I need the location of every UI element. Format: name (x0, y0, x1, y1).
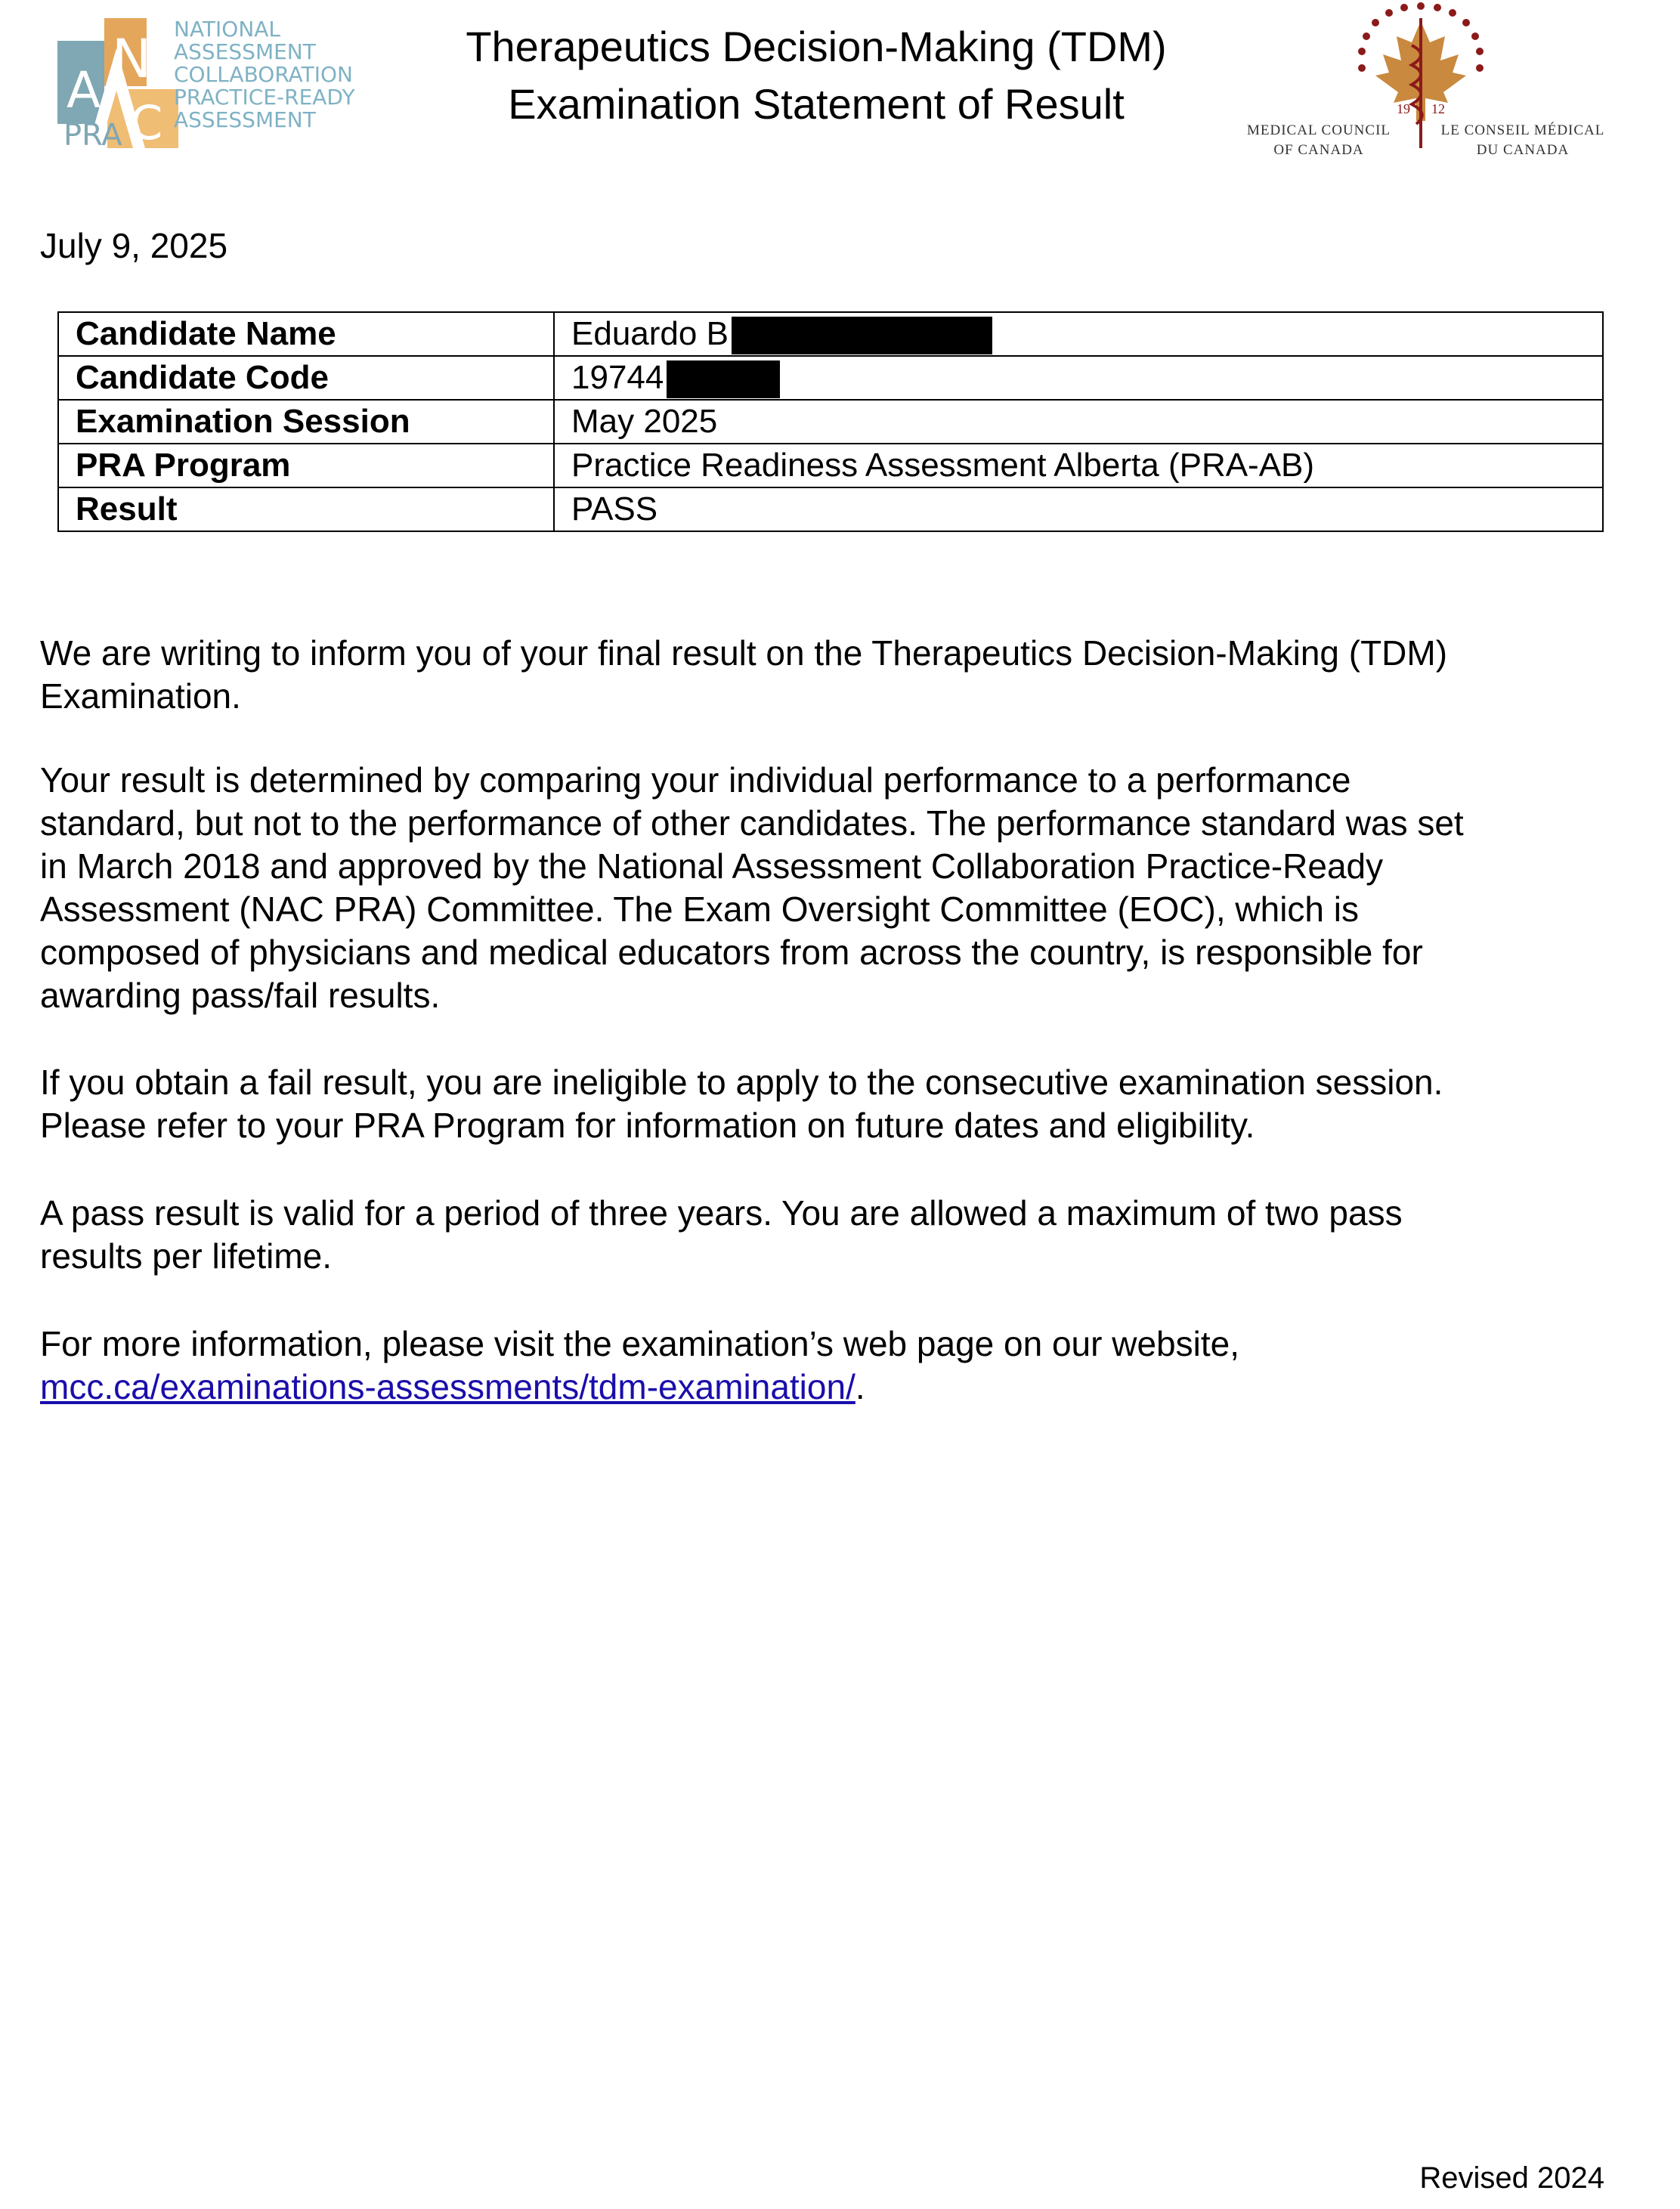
exam-session-value: May 2025 (554, 400, 1603, 444)
redaction-bar (732, 317, 992, 354)
table-row (58, 312, 1603, 356)
paragraph-line: If you obtain a fail result, you are ineligible to apply to the consecutive examination session. (40, 1063, 1443, 1102)
nac-mark-a: A (67, 61, 101, 119)
nac-pra-logo (57, 18, 382, 154)
candidate-code-value: 19744 (571, 358, 664, 396)
table-row (58, 356, 1603, 400)
result-value: PASS (554, 487, 1603, 531)
tdm-exam-webpage-link[interactable]: mcc.ca/examinations-assessments/tdm-examination/ (40, 1367, 855, 1406)
mcc-english-line-2: OF CANADA (1273, 142, 1364, 158)
candidate-info-table (57, 311, 1604, 532)
redaction-bar (667, 360, 780, 398)
paragraph-line: results per lifetime. (40, 1236, 333, 1276)
nac-logo-line: PRACTICE-READY (174, 85, 355, 110)
pra-program-value: Practice Readiness Assessment Alberta (PRA-AB) (554, 444, 1603, 487)
table-row (58, 400, 1603, 444)
table-row (58, 444, 1603, 487)
nac-mark-c: C (130, 95, 163, 148)
paragraph-more-info (40, 1323, 1642, 1409)
paragraph-line: Assessment (NAC PRA) Committee. The Exam Oversight Committee (EOC), which is (40, 889, 1360, 929)
mcc-name-english (1232, 121, 1406, 160)
paragraph-line: Please refer to your PRA Program for information on future dates and eligibility. (40, 1106, 1255, 1145)
sentence-period: . (855, 1367, 865, 1406)
mcc-english-line-1: MEDICAL COUNCIL (1246, 122, 1391, 138)
paragraph-standard (40, 759, 1642, 1017)
paragraph-line: awarding pass/fail results. (40, 976, 441, 1015)
nac-logo-line: ASSESSMENT (174, 107, 316, 132)
row-label: Result (58, 487, 554, 531)
title-line-1: Therapeutics Decision-Making (TDM) (466, 23, 1167, 70)
row-label: Candidate Name (58, 312, 554, 356)
paragraph-line: in March 2018 and approved by the National Assessment Collaboration Practice-Ready (40, 846, 1384, 886)
nac-logo-line: NATIONAL (174, 17, 281, 42)
paragraph-pass-validity (40, 1192, 1642, 1278)
row-value (554, 312, 1603, 356)
table-row (58, 487, 1603, 531)
paragraph-line: composed of physicians and medical educators from across the country, is responsible for (40, 933, 1423, 972)
paragraph-line: For more information, please visit the examination’s web page on our website, (40, 1324, 1239, 1363)
paragraph-intro (40, 632, 1642, 718)
paragraph-line: A pass result is valid for a period of three years. You are allowed a maximum of two pass (40, 1193, 1403, 1233)
nac-logo-line: ASSESSMENT (174, 39, 316, 64)
paragraph-fail-policy (40, 1061, 1642, 1147)
revision-note: Revised 2024 (1419, 2161, 1604, 2195)
mcc-french-line-2: DU CANADA (1476, 142, 1570, 158)
paragraph-line: Examination. (40, 676, 241, 716)
candidate-name-value: Eduardo B (571, 314, 729, 352)
mcc-french-line-1: LE CONSEIL MÉDICAL (1440, 122, 1605, 138)
mcc-year-left: 19 (1397, 101, 1410, 116)
nac-pra-logo-mark (57, 18, 178, 148)
mcc-name-french (1428, 121, 1617, 160)
nac-mark-n: N (112, 28, 152, 90)
title-line-2: Examination Statement of Result (508, 80, 1125, 128)
nac-logo-wordmark (174, 18, 385, 131)
mcc-logo (1224, 0, 1617, 166)
row-value (554, 356, 1603, 400)
paragraph-line: Your result is determined by comparing your individual performance to a performance (40, 760, 1351, 800)
row-label: Candidate Code (58, 356, 554, 400)
document-title (393, 18, 1239, 133)
row-label: Examination Session (58, 400, 554, 444)
paragraph-line: standard, but not to the performance of other candidates. The performance standard was set (40, 803, 1464, 843)
document-date: July 9, 2025 (40, 226, 228, 265)
row-label: PRA Program (58, 444, 554, 487)
nac-logo-line: COLLABORATION (174, 62, 353, 87)
paragraph-line (40, 1366, 1642, 1409)
paragraph-line: We are writing to inform you of your final result on the Therapeutics Decision-Making (TDM) (40, 633, 1448, 673)
mcc-year-right: 12 (1431, 101, 1445, 116)
nac-mark-pra: PRA (63, 118, 122, 148)
